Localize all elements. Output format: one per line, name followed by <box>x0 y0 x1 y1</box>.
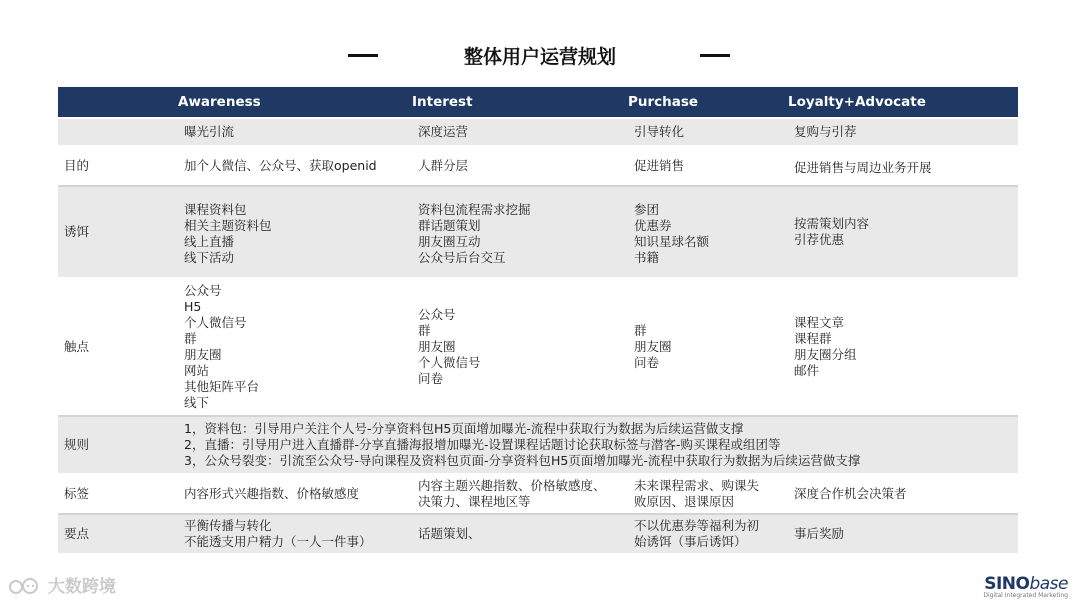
rule-line: 3，公众号裂变：引流至公众号-导向课程及资料包页面-分享资料包H5页面增加曝光-流程中获取行为数据为后续运营做支撑 <box>184 453 861 468</box>
header-purchase: Purchase <box>628 87 788 118</box>
cell-line: 邮件 <box>794 363 820 378</box>
stage-cell: 深度运营 <box>412 118 628 146</box>
cell-line: 朋友圈 <box>184 347 222 362</box>
cell-line: 群 <box>418 323 431 338</box>
cell-line: 加个人微信、公众号、获取openid <box>184 158 377 173</box>
cell-line: 课程群 <box>794 331 832 346</box>
cell-line: 不以优惠券等福利为初 <box>634 518 760 533</box>
page-title: 整体用户运营规划 <box>463 46 616 68</box>
cell-line: 促进销售 <box>634 158 685 173</box>
tags-cell <box>412 474 628 514</box>
cell-line: 决策力、课程地区等 <box>418 494 531 509</box>
keypoints-row <box>58 514 1018 554</box>
brand-name <box>983 574 1068 594</box>
bait-cell <box>788 186 1018 278</box>
brand-logo <box>983 574 1068 599</box>
row-label: 目的 <box>58 146 178 186</box>
keypoints-cell <box>628 514 788 554</box>
purpose-row <box>58 146 1018 186</box>
title-area <box>0 40 1080 70</box>
cell-line: 问卷 <box>418 371 444 386</box>
cell-line: 朋友圈互动 <box>418 234 481 249</box>
purpose-cell <box>788 146 1018 186</box>
purpose-cell <box>628 146 788 186</box>
cell-line: 内容主题兴趣指数、价格敏感度、 <box>418 478 606 493</box>
touchpoint-cell <box>412 278 628 416</box>
tags-row <box>58 474 1018 514</box>
bait-cell <box>412 186 628 278</box>
brand-italic: base <box>1029 574 1068 594</box>
cell-line: 公众号 <box>418 307 456 322</box>
row-label: 标签 <box>58 474 178 514</box>
touchpoint-cell <box>628 278 788 416</box>
cell-line: 公众号后台交互 <box>418 250 506 265</box>
rule-line: 2，直播：引导用户进入直播群-分享直播海报增加曝光-设置课程话题讨论获取标签与潜客-购买课程或组团等 <box>184 437 781 452</box>
touchpoint-row <box>58 278 1018 416</box>
cell-line: 课程文章 <box>794 315 845 330</box>
cell-line: 话题策划、 <box>418 526 481 541</box>
keypoints-cell <box>412 514 628 554</box>
rules-cell <box>178 416 1018 474</box>
chat-bubble-icon <box>8 577 42 597</box>
cell-line: 线上直播 <box>184 234 235 249</box>
watermark-text: 大数跨境 <box>47 577 116 597</box>
cell-line: 网站 <box>184 363 210 378</box>
row-label: 要点 <box>58 514 178 554</box>
cell-line: 课程资料包 <box>184 202 247 217</box>
cell-line: 引荐优惠 <box>794 232 845 247</box>
planning-table <box>58 87 1018 555</box>
cell-line: 个人微信号 <box>184 315 247 330</box>
stage-row <box>58 118 1018 146</box>
tags-cell <box>788 474 1018 514</box>
brand-subtitle: Digital Integrated Marketing <box>983 592 1068 599</box>
cell-line: 个人微信号 <box>418 355 481 370</box>
title-right-dash <box>700 54 730 57</box>
cell-line: 线下活动 <box>184 250 235 265</box>
touchpoint-cell <box>788 278 1018 416</box>
bait-cell <box>178 186 412 278</box>
cell-line: 群 <box>634 323 647 338</box>
cell-line: 其他矩阵平台 <box>184 379 260 394</box>
cell-line: 事后奖励 <box>794 526 845 541</box>
cell-line: 问卷 <box>634 355 660 370</box>
cell-line: 相关主题资料包 <box>184 218 272 233</box>
cell-line: 知识星球名额 <box>634 234 710 249</box>
header-interest: Interest <box>412 87 628 118</box>
cell-line: 书籍 <box>634 250 660 265</box>
row-label: 触点 <box>58 278 178 416</box>
stage-cell: 引导转化 <box>628 118 788 146</box>
keypoints-cell <box>178 514 412 554</box>
tags-cell <box>178 474 412 514</box>
cell-line: 内容形式兴趣指数、价格敏感度 <box>184 486 360 501</box>
cell-line: 朋友圈分组 <box>794 347 857 362</box>
cell-line: 群话题策划 <box>418 218 481 233</box>
cell-line: 资料包流程需求挖掘 <box>418 202 531 217</box>
cell-line: 不能透支用户精力（一人一件事） <box>184 534 372 549</box>
row-label: 诱饵 <box>58 186 178 278</box>
cell-line: 优惠券 <box>634 218 672 233</box>
cell-line: 按需策划内容 <box>794 216 870 231</box>
cell-line: 参团 <box>634 202 660 217</box>
stage-cell: 曝光引流 <box>178 118 412 146</box>
keypoints-cell <box>788 514 1018 554</box>
row-label: 规则 <box>58 416 178 474</box>
cell-line: 平衡传播与转化 <box>184 518 272 533</box>
bait-row <box>58 186 1018 278</box>
cell-line: 朋友圈 <box>418 339 456 354</box>
purpose-cell <box>412 146 628 186</box>
stage-label <box>58 118 178 146</box>
cell-line: 促进销售与周边业务开展 <box>794 160 932 175</box>
header-awareness: Awareness <box>178 87 412 118</box>
cell-line: 败原因、退课原因 <box>634 494 735 509</box>
header-empty <box>58 87 178 118</box>
cell-line: 人群分层 <box>418 158 469 173</box>
header-loyalty: Loyalty+Advocate <box>788 87 1018 118</box>
brand-main: SINO <box>984 574 1030 594</box>
rule-line: 1，资料包：引导用户关注个人号-分享资料包H5页面增加曝光-流程中获取行为数据为后续运营做支撑 <box>184 421 744 436</box>
watermark <box>8 572 116 597</box>
header-row <box>58 87 1018 118</box>
rules-row <box>58 416 1018 474</box>
cell-line: 线下 <box>184 395 210 410</box>
cell-line: 群 <box>184 331 197 346</box>
cell-line: 未来课程需求、购课失 <box>634 478 760 493</box>
cell-line: 公众号 <box>184 283 222 298</box>
tags-cell <box>628 474 788 514</box>
cell-line: H5 <box>184 299 202 314</box>
cell-line: 深度合作机会决策者 <box>794 486 907 501</box>
bait-cell <box>628 186 788 278</box>
cell-line: 始诱饵（事后诱饵） <box>634 534 747 549</box>
touchpoint-cell <box>178 278 412 416</box>
cell-line: 朋友圈 <box>634 339 672 354</box>
purpose-cell <box>178 146 412 186</box>
stage-cell: 复购与引荐 <box>788 118 1018 146</box>
